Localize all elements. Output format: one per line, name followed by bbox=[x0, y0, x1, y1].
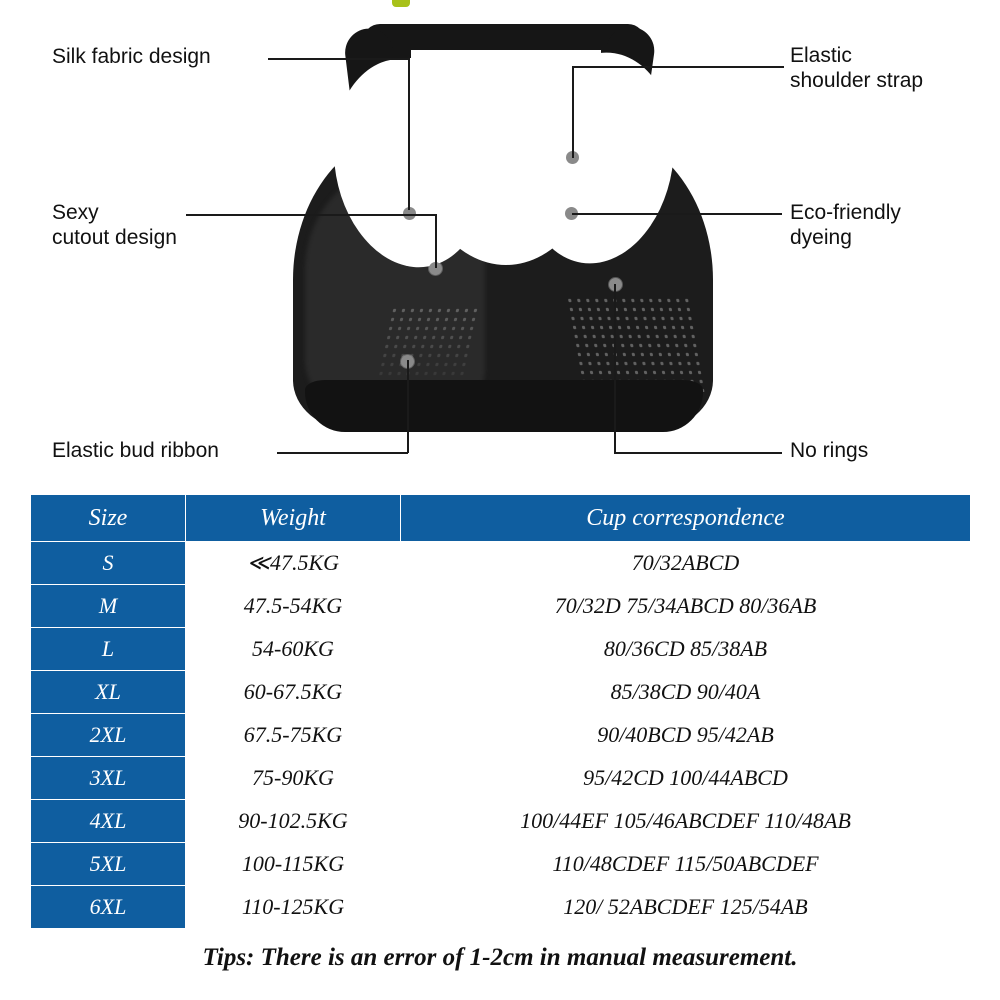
cell-cup: 120/ 52ABCDEF 125/54AB bbox=[401, 886, 971, 929]
cell-size: XL bbox=[31, 671, 186, 714]
measurement-tips: Tips: There is an error of 1-2cm in manual measurement. bbox=[202, 944, 798, 971]
size-chart bbox=[30, 494, 970, 929]
cell-cup: 85/38CD 90/40A bbox=[401, 671, 971, 714]
cell-size: 4XL bbox=[31, 800, 186, 843]
table-row bbox=[31, 843, 971, 886]
callout-label-sexy-cutout-line2: cutout design bbox=[52, 226, 177, 249]
cell-size: 5XL bbox=[31, 843, 186, 886]
callout-label-eco-friendly-dyeing bbox=[790, 200, 901, 250]
callout-label-elastic-shoulder-strap-line1: Elastic bbox=[790, 44, 852, 67]
cell-weight: 75-90KG bbox=[186, 757, 401, 800]
decorative-tab bbox=[392, 0, 410, 7]
column-header-weight: Weight bbox=[186, 495, 401, 542]
cell-cup: 80/36CD 85/38AB bbox=[401, 628, 971, 671]
cell-size: 2XL bbox=[31, 714, 186, 757]
cell-size: 3XL bbox=[31, 757, 186, 800]
cell-size: M bbox=[31, 585, 186, 628]
table-row bbox=[31, 800, 971, 843]
cell-weight: 54-60KG bbox=[186, 628, 401, 671]
callout-label-elastic-shoulder-strap-line2: shoulder strap bbox=[790, 69, 924, 92]
leader-line-eco-friendly-h bbox=[572, 213, 782, 215]
leader-line-cutout-v bbox=[435, 214, 437, 268]
sports-bra-illustration bbox=[245, 10, 765, 470]
cell-cup: 70/32ABCD bbox=[401, 542, 971, 585]
column-header-cup: Cup correspondence bbox=[401, 495, 971, 542]
cell-cup: 95/42CD 100/44ABCD bbox=[401, 757, 971, 800]
cell-size: S bbox=[31, 542, 186, 585]
product-image-area bbox=[0, 0, 1000, 490]
leader-line-no-rings-h bbox=[614, 452, 782, 454]
cell-weight: 67.5-75KG bbox=[186, 714, 401, 757]
table-header-row bbox=[31, 495, 971, 542]
cell-weight: 60-67.5KG bbox=[186, 671, 401, 714]
cell-weight: ≪47.5KG bbox=[186, 542, 401, 585]
table-row bbox=[31, 585, 971, 628]
leader-line-bud-ribbon-v bbox=[407, 360, 409, 453]
leader-line-silk-fabric-h bbox=[268, 58, 408, 60]
cell-weight: 90-102.5KG bbox=[186, 800, 401, 843]
cell-weight: 47.5-54KG bbox=[186, 585, 401, 628]
cell-weight: 100-115KG bbox=[186, 843, 401, 886]
leader-line-no-rings-v bbox=[614, 284, 616, 453]
callout-label-eco-friendly-line1: Eco-friendly bbox=[790, 201, 901, 224]
leader-line-shoulder-strap-h bbox=[572, 66, 784, 68]
leader-line-bud-ribbon-h bbox=[277, 452, 408, 454]
table-row bbox=[31, 757, 971, 800]
elastic-band-shape bbox=[305, 380, 703, 432]
table-row bbox=[31, 714, 971, 757]
callout-label-elastic-shoulder-strap bbox=[790, 43, 923, 93]
leader-line-silk-fabric-v bbox=[408, 58, 410, 210]
cell-size: L bbox=[31, 628, 186, 671]
callout-label-silk-fabric-design: Silk fabric design bbox=[52, 45, 211, 68]
cell-cup: 90/40BCD 95/42AB bbox=[401, 714, 971, 757]
leader-line-cutout-h bbox=[186, 214, 436, 216]
callout-label-eco-friendly-line2: dyeing bbox=[790, 226, 852, 249]
table-row bbox=[31, 671, 971, 714]
cell-size: 6XL bbox=[31, 886, 186, 929]
size-table bbox=[30, 494, 971, 929]
table-row bbox=[31, 542, 971, 585]
cell-cup: 100/44EF 105/46ABCDEF 110/48AB bbox=[401, 800, 971, 843]
cell-cup: 70/32D 75/34ABCD 80/36AB bbox=[401, 585, 971, 628]
table-row bbox=[31, 628, 971, 671]
leader-line-shoulder-strap-v bbox=[572, 66, 574, 158]
callout-label-no-rings: No rings bbox=[790, 439, 869, 462]
column-header-size: Size bbox=[31, 495, 186, 542]
callout-dot-no-rings bbox=[609, 278, 622, 291]
mesh-panel-left bbox=[375, 306, 481, 380]
table-row bbox=[31, 886, 971, 929]
mesh-panel-right bbox=[565, 296, 706, 392]
cell-cup: 110/48CDEF 115/50ABCDEF bbox=[401, 843, 971, 886]
callout-label-elastic-bud-ribbon: Elastic bud ribbon bbox=[52, 439, 219, 462]
cell-weight: 110-125KG bbox=[186, 886, 401, 929]
callout-label-sexy-cutout-line1: Sexy bbox=[52, 201, 99, 224]
callout-label-sexy-cutout-design bbox=[52, 200, 177, 250]
